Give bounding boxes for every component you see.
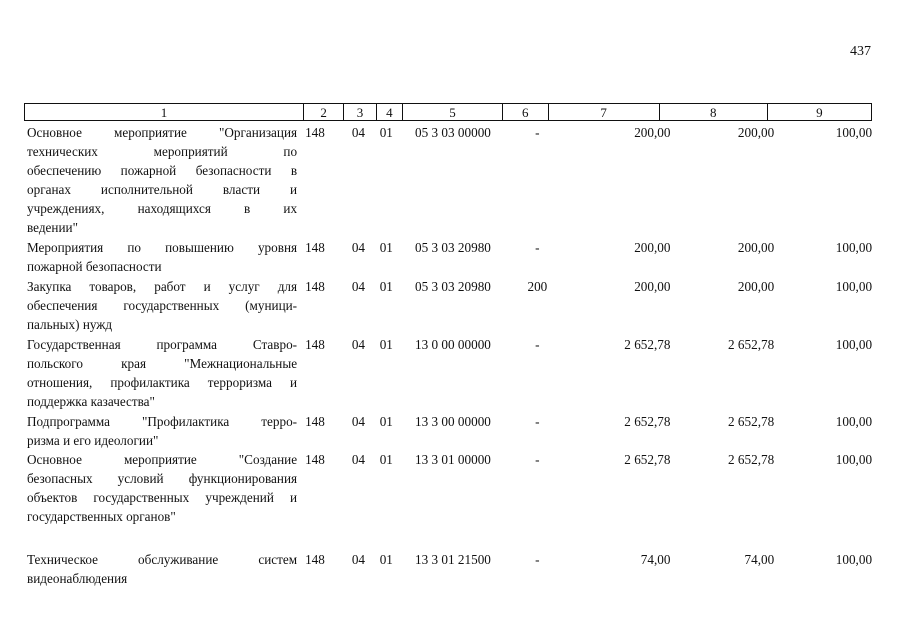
cell-expense-type: -: [535, 125, 540, 140]
cell-amount-plan: 200,00: [634, 279, 671, 294]
cell-expense-type: -: [535, 240, 540, 255]
cell-expense-type: -: [535, 452, 540, 467]
header-row: [25, 104, 872, 121]
cell-section: 04: [351, 240, 365, 255]
cell-ministry-code: 148: [305, 279, 325, 294]
cell-section: 04: [351, 552, 365, 567]
description-line: Государственная программа Ставро-: [27, 337, 298, 352]
cell-ministry-code: 148: [305, 552, 325, 567]
header-cell: 4: [376, 104, 402, 121]
cell-percent: 100,00: [835, 552, 873, 567]
description-line: ведении": [27, 220, 78, 235]
cell-expense-type: 200: [527, 279, 548, 294]
cell-amount-actual: 200,00: [737, 240, 775, 255]
cell-amount-plan: 200,00: [634, 125, 671, 140]
table-row: [24, 123, 872, 237]
cell-percent: 100,00: [835, 337, 873, 352]
description-line: ризма и его идеологии": [27, 433, 159, 448]
header-cell: 7: [548, 104, 659, 121]
cell-expense-type: -: [535, 414, 540, 429]
cell-section: 04: [351, 279, 365, 294]
description-line: обеспечению пожарной безопасности в: [27, 163, 298, 178]
header-cell: 9: [767, 104, 871, 121]
cell-subsection: 01: [379, 414, 393, 429]
table-row: [24, 550, 872, 588]
description-line: отношения, профилактика терроризма и: [27, 375, 298, 390]
header-cell: 2: [303, 104, 343, 121]
cell-section: 04: [351, 337, 365, 352]
cell-amount-plan: 74,00: [640, 552, 671, 567]
description-line: пальных) нужд: [27, 317, 113, 332]
row-description: [24, 550, 297, 588]
header-cell: 6: [503, 104, 548, 121]
cell-section: 04: [351, 414, 365, 429]
table-row: [24, 238, 872, 276]
cell-amount-plan: 2 652,78: [624, 414, 671, 429]
header-cell: 8: [659, 104, 767, 121]
cell-amount-actual: 2 652,78: [728, 452, 775, 467]
row-description: [24, 450, 297, 526]
cell-ministry-code: 148: [305, 414, 325, 429]
description-line: Мероприятия по повышению уровня: [27, 240, 298, 255]
cell-target-article: 05 3 03 20980: [415, 279, 491, 294]
cell-target-article: 13 0 00 00000: [415, 337, 491, 352]
row-description: [24, 335, 297, 411]
cell-section: 04: [351, 125, 365, 140]
description-line: пожарной безопасности: [27, 259, 162, 274]
table-row: [24, 335, 872, 411]
cell-amount-plan: 2 652,78: [624, 337, 671, 352]
cell-amount-actual: 200,00: [737, 279, 775, 294]
row-description: [24, 412, 297, 450]
cell-amount-plan: 200,00: [634, 240, 671, 255]
cell-percent: 100,00: [835, 125, 873, 140]
cell-target-article: 05 3 03 00000: [415, 125, 491, 140]
description-line: государственных органов": [27, 509, 176, 524]
table-row: [24, 277, 872, 334]
cell-percent: 100,00: [835, 452, 873, 467]
description-line: видеонаблюдения: [27, 571, 128, 586]
page-number: 437: [850, 44, 871, 59]
header-cell: 5: [402, 104, 502, 121]
description-line: технических мероприятий по: [27, 144, 298, 159]
cell-ministry-code: 148: [305, 240, 325, 255]
cell-amount-actual: 2 652,78: [728, 337, 775, 352]
cell-subsection: 01: [379, 279, 393, 294]
cell-ministry-code: 148: [305, 125, 325, 140]
cell-subsection: 01: [379, 125, 393, 140]
cell-amount-actual: 74,00: [744, 552, 775, 567]
description-line: органах исполнительной власти и: [27, 182, 298, 197]
cell-subsection: 01: [379, 452, 393, 467]
description-line: польского края "Межнациональные: [27, 356, 298, 371]
cell-target-article: 13 3 00 00000: [415, 414, 491, 429]
cell-target-article: 13 3 01 21500: [415, 552, 491, 567]
description-line: Основное мероприятие "Организация: [27, 125, 298, 140]
description-line: объектов государственных учреждений и: [27, 490, 298, 505]
cell-percent: 100,00: [835, 414, 873, 429]
header-cell: 1: [25, 104, 304, 121]
cell-subsection: 01: [379, 337, 393, 352]
description-line: Подпрограмма "Профилактика терро-: [27, 414, 298, 429]
cell-subsection: 01: [379, 552, 393, 567]
cell-target-article: 05 3 03 20980: [415, 240, 491, 255]
cell-percent: 100,00: [835, 279, 873, 294]
description-line: поддержка казачества": [27, 394, 155, 409]
cell-amount-actual: 2 652,78: [728, 414, 775, 429]
cell-amount-plan: 2 652,78: [624, 452, 671, 467]
cell-ministry-code: 148: [305, 452, 325, 467]
cell-amount-actual: 200,00: [737, 125, 775, 140]
cell-expense-type: -: [535, 337, 540, 352]
cell-subsection: 01: [379, 240, 393, 255]
row-description: [24, 123, 297, 237]
column-header-table: [24, 103, 872, 121]
table-row: [24, 450, 872, 526]
row-description: [24, 277, 297, 334]
header-cell: 3: [344, 104, 376, 121]
table-row: [24, 412, 872, 450]
cell-ministry-code: 148: [305, 337, 325, 352]
cell-target-article: 13 3 01 00000: [415, 452, 491, 467]
description-line: обеспечения государственных (муници-: [27, 298, 298, 313]
description-line: Основное мероприятие "Создание: [27, 452, 298, 467]
cell-percent: 100,00: [835, 240, 873, 255]
table-body: [24, 123, 872, 588]
row-description: [24, 238, 297, 276]
cell-section: 04: [351, 452, 365, 467]
description-line: Техническое обслуживание систем: [27, 552, 298, 567]
description-line: Закупка товаров, работ и услуг для: [27, 279, 298, 294]
cell-expense-type: -: [535, 552, 540, 567]
description-line: безопасных условий функционирования: [27, 471, 298, 486]
description-line: учреждениях, находящихся в их: [27, 201, 298, 216]
